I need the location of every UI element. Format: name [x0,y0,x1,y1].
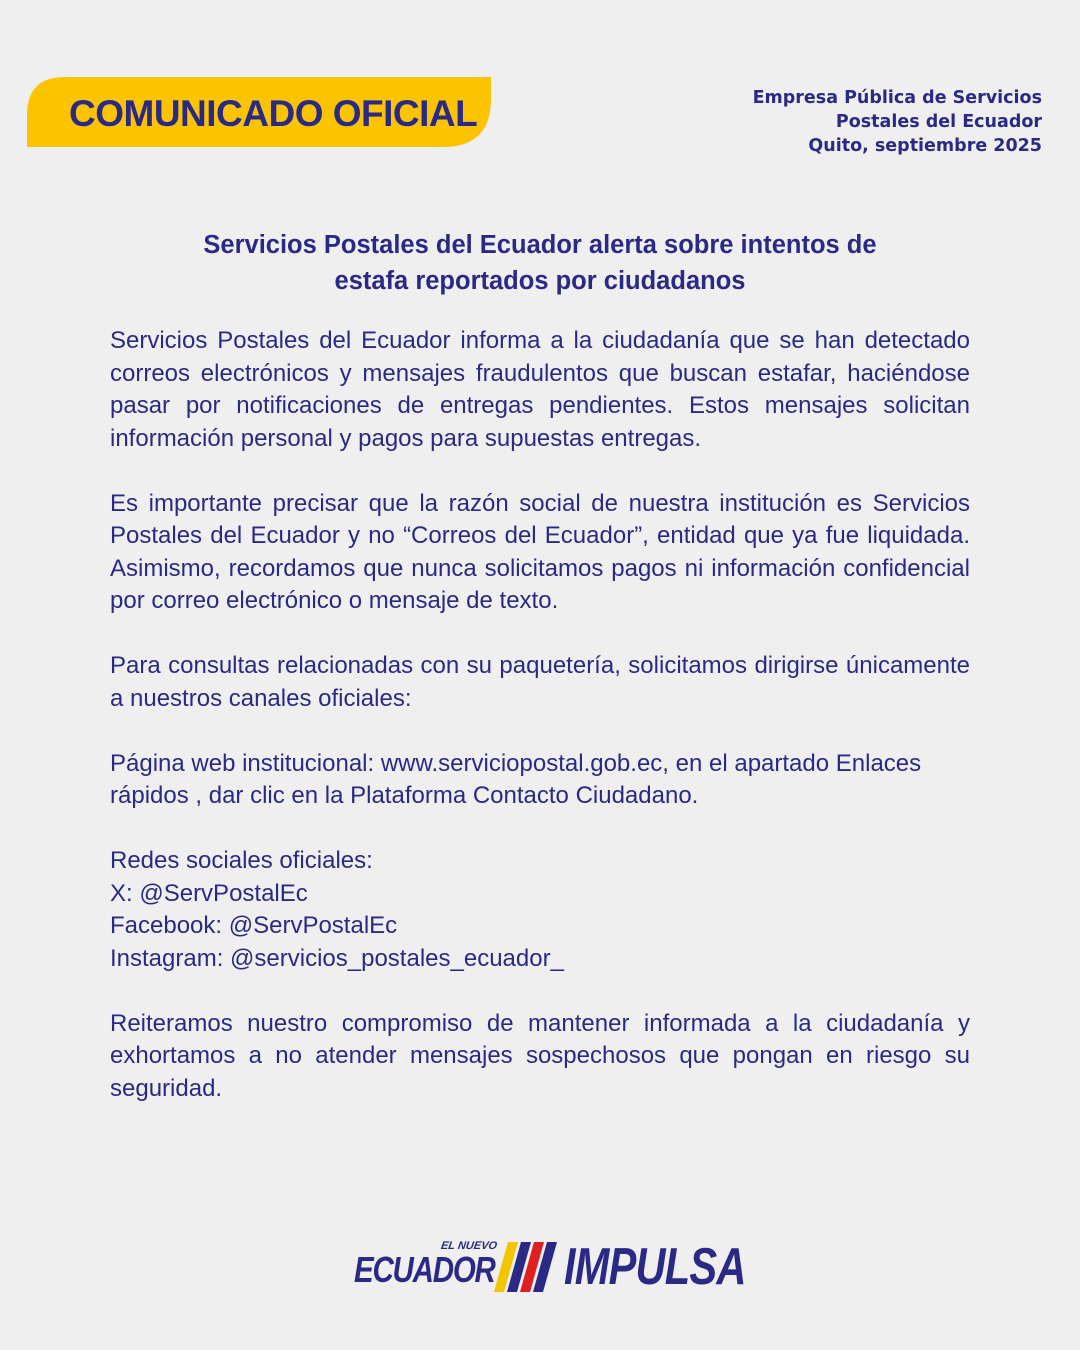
institution-name-line1: Empresa Pública de Servicios [752,88,1042,108]
headline [110,227,970,299]
headline-line2: estafa reportados por ciudadanos [334,267,746,295]
social-networks-title: Redes sociales oficiales: [110,847,373,874]
paragraph-official-channels: Para consultas relacionadas con su paquetería, solicitamos dirigirse únicamente a nuestros canales oficiales: [110,652,970,712]
social-networks-block [110,845,970,975]
logo-ecuador: ECUADOR [354,1249,495,1290]
social-instagram: Instagram: @servicios_postales_ecuador_ [110,944,564,972]
paragraph-legal-name: Es importante precisar que la razón social de nuestra institución es Servicios Postales del Ecuador y no “Correos del Ecuador”, entidad que ya fue liquidada. Asimismo, recordamos que nunca solicitamos pagos ni información confidencial por correo electrónico o mensaje de texto. [110,489,970,614]
logo-stripes-icon [492,1242,564,1292]
statement-body [110,325,970,1138]
paragraph-fraud-warning: Servicios Postales del Ecuador informa a la ciudadanía que se han detectado correos electrónicos y mensajes fraudulentos que buscan estafar, haciéndose pasar por notificaciones de entregas pendientes. Estos mensajes solicitan información personal y pagos para supuestas entregas. [110,327,970,452]
paragraph-closing: Reiteramos nuestro compromiso de mantener informada a la ciudadanía y exhortamos a no atender mensajes sospechosos que pongan en riesgo su seguridad. [110,1009,970,1102]
banner-title: COMUNICADO OFICIAL [69,93,478,134]
institution-name-line2: Postales del Ecuador [835,112,1042,132]
paragraph-website: Página web institucional: www.serviciopostal.gob.ec, en el apartado Enlaces rápidos , dar clic en la Plataforma Contacto Ciudadano. [110,749,922,809]
institution-info [622,86,1042,158]
el-nuevo-ecuador-impulsa-logo [352,1236,746,1296]
social-facebook: Facebook: @ServPostalEc [110,912,398,939]
official-statement-banner [27,77,491,147]
headline-line1: Servicios Postales del Ecuador alerta sobre intentos de [203,231,877,259]
social-x: X: @ServPostalEc [110,879,308,907]
logo-impulsa: IMPULSA [564,1238,746,1296]
place-date: Quito, septiembre 2025 [808,136,1042,156]
logo-el-nuevo: EL NUEVO [440,1240,498,1252]
